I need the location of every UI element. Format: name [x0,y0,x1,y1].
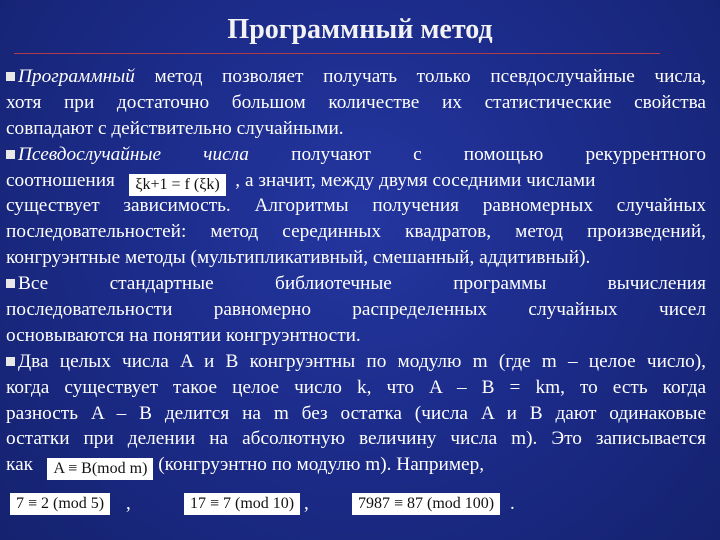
slide-body [6,64,706,478]
paragraph-3-line-1: Все стандартные библиотечные программы вычисления [6,271,706,297]
term-pseudorandom: Псевдослучайные числа [18,143,249,165]
example-end-period: . [510,493,515,514]
example-separator-2: , [304,493,309,514]
paragraph-4-line-5: как A ≡ B(mod m) (конгруэнтно по модулю m). Например, [6,452,706,478]
paragraph-4-line-2: когда существует такое целое число k, что A – B = km, то есть когда [6,376,706,398]
paragraph-3-line-2: последовательности равномерно распределенных случайных чисел [6,299,706,321]
slide-title: Программный метод [227,14,493,45]
paragraph-2-line-3: существует зависимость. Алгоритмы получения равномерных случайных [6,195,706,217]
bullet-icon [6,357,15,366]
title-divider [14,53,660,54]
example-formula-3: 7987 ≡ 87 (mod 100) [352,493,500,515]
paragraph-4-line-4: остатки при делении на абсолютную величину числа m). Это записывается [6,428,706,450]
paragraph-2-line-2: соотношения ξk+1 = f (ξk) , а значит, между двумя соседними числами [6,168,706,194]
term-programmatic: Программный [18,66,135,87]
paragraph-3-line-3: основываются на понятии конгруэнтности. [6,324,361,346]
example-formula-2: 17 ≡ 7 (mod 10) [184,493,300,515]
paragraph-2-line-4: последовательностей: метод серединных квадратов, метод произведений, [6,221,706,243]
congruence-formula: A ≡ B(mod m) [47,458,153,480]
recurrence-formula: ξk+1 = f (ξk) [129,174,225,196]
bullet-icon [6,279,15,288]
bullet-icon [6,72,15,81]
example-separator-1: , [126,493,131,514]
paragraph-4-line-1: Два целых числа A и B конгруэнтны по модулю m (где m – целое число), [6,349,706,375]
paragraph-1-line-2: хотя при достаточно большом количестве их статистические свойства [6,91,706,113]
paragraph-2-line-1: Псевдослучайные числа получают с помощью рекуррентного [6,142,706,168]
paragraph-2-line-5: конгруэнтные методы (мультипликативный, смешанный, аддитивный). [6,247,591,269]
paragraph-1-line-3: совпадают с действительно случайными. [6,117,344,139]
paragraph-4-line-3: разность A – B делится на m без остатка (числа A и B дают одинаковые [6,402,706,424]
examples-row [8,493,708,523]
bullet-icon [6,150,15,159]
paragraph-1-line-1: Программный метод позволяет получать только псевдослучайные числа, [6,64,706,90]
example-formula-1: 7 ≡ 2 (mod 5) [10,493,110,515]
